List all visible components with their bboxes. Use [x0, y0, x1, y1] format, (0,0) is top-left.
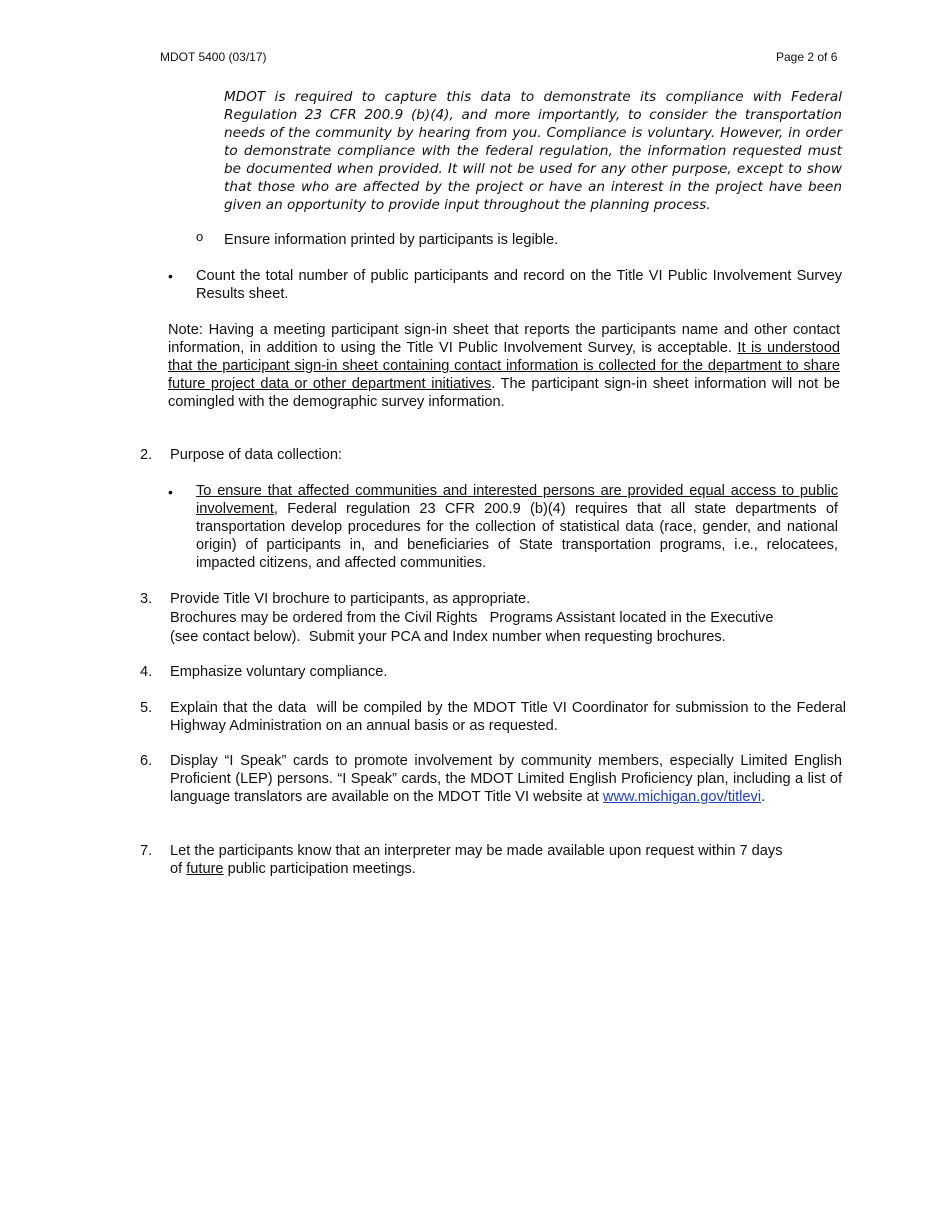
count-participants-instruction: Count the total number of public participants and record on the Title VI Public Involvement Survey Results sheet.: [196, 268, 842, 302]
item-6-period: .: [761, 789, 766, 805]
item-3-line-2: Brochures may be ordered from the Civil Rights Programs Assistant located in the Executive: [170, 610, 774, 626]
item-3-line-3: (see contact below). Submit your PCA and Index number when requesting brochures.: [170, 629, 726, 645]
item-6-number: 6.: [140, 753, 153, 769]
item-7-post: public participation meetings.: [223, 861, 416, 877]
item-4-number: 4.: [140, 664, 153, 680]
item-7-line-2: [170, 860, 842, 878]
item-3-line-1: Provide Title VI brochure to participants, as appropriate.: [170, 591, 531, 607]
future-underlined: future: [186, 861, 224, 877]
item-4-text: Emphasize voluntary compliance.: [170, 664, 388, 680]
note-text-a: Note: Having a meeting participant sign-in sheet that reports the participants name and other contact information, in addition to using the Title VI Public Involvement Survey, is acceptable.: [168, 322, 840, 356]
item-3-number: 3.: [140, 591, 153, 607]
item-6-paragraph: [170, 752, 842, 806]
item-2-purpose-bullet: [196, 482, 838, 572]
item-7-line-1: Let the participants know that an interpreter may be made available upon request within 7 days: [170, 843, 783, 859]
item-7-pre: of: [170, 861, 187, 877]
equal-access-text: To ensure that affected communities and interested persons are provided equal access to public involvement: [196, 483, 838, 517]
item-2-title: Purpose of data collection:: [170, 447, 342, 463]
page-number: Page 2 of 6: [776, 50, 838, 64]
note-paragraph: [168, 321, 840, 411]
item-5-text: Explain that the data will be compiled by the MDOT Title VI Coordinator for submission to the Federal Highway Administration on an annual basis or as requested.: [170, 700, 851, 734]
item-5-number: 5.: [140, 700, 153, 716]
item-2-number: 2.: [140, 447, 153, 463]
note-underlined-text: It is understood that the participant sign-in sheet containing contact information is collected for the department to share future project data or other department initiatives: [168, 340, 840, 392]
legible-instruction: Ensure information printed by participants is legible.: [224, 232, 559, 248]
compliance-statement: MDOT is required to capture this data to demonstrate its compliance with Federal Regulation 23 CFR 200.9 (b)(4), and more importantly, to consider the transportation needs of the community by hearing from you. Compliance is voluntary. However, in order to demonstrate compliance with the federal regulation, the information requested must be documented when provided. It will not be used for any other purpose, except to show that those who are affected by the project or have an interest in the project have been given an opportunity to provide input throughout the planning process.: [224, 89, 842, 213]
item-6-text: Display “I Speak” cards to promote involvement by community members, especially Limited English Proficient (LEP) persons. “I Speak” cards, the MDOT Limited English Proficiency plan, including a list of language translators are available on the MDOT Title VI website at: [170, 753, 842, 805]
note-text-c: . The participant sign-in sheet information will not be comingled with the demographic survey information.: [168, 376, 840, 410]
titlevi-website-link[interactable]: www.michigan.gov/titlevi: [602, 789, 762, 805]
sub-bullet-marker: o: [196, 229, 204, 244]
count-bullet-marker: •: [168, 268, 173, 284]
regulation-text: , Federal regulation 23 CFR 200.9 (b)(4) requires that all state departments of transportation develop procedures for the collection of statistical data (race, gender, and national origin) of participants in, and beneficiaries of State transportation programs, i.e., relocatees, impacted citizens, and affected communities.: [196, 501, 838, 571]
form-id: MDOT 5400 (03/17): [160, 50, 267, 64]
item-2-bullet-marker: •: [168, 484, 173, 500]
item-7-number: 7.: [140, 843, 153, 859]
